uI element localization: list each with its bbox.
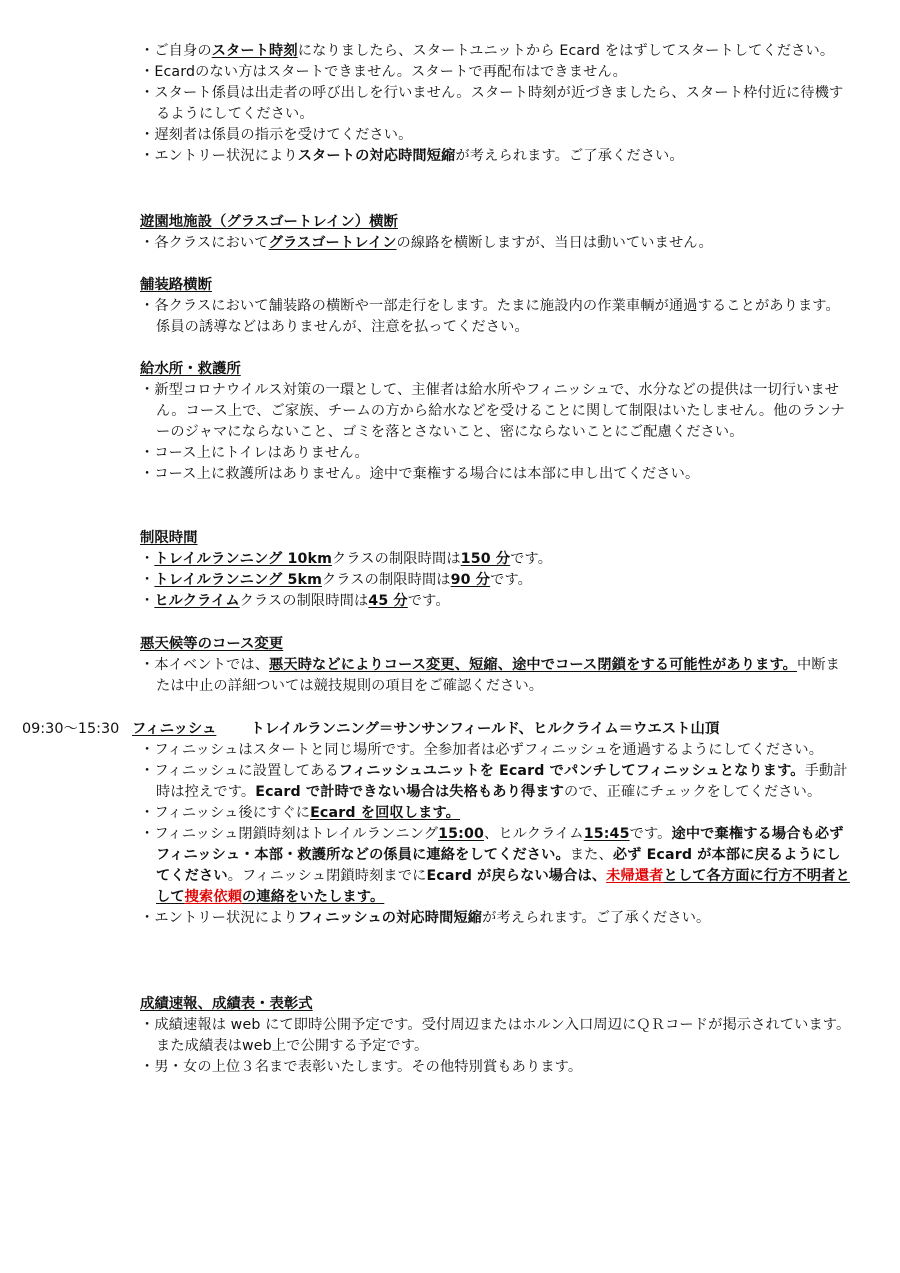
finish-bullet-5 [140,908,852,929]
results-section [140,994,852,1078]
start-shortening-emphasis: スタートの対応時間短縮 [297,148,456,164]
text: 中断または中止の詳細ついては競技規則の項目をご確認ください。 [156,657,840,694]
text: です。 [629,826,672,842]
text: ・フィニッシュ後にすぐに [140,805,311,821]
finish-section [140,740,852,929]
section-heading: 制限時間 [140,530,198,546]
close-time-trail: 15:00 [438,826,485,842]
water-bullet-3: ・コース上に救護所はありません。途中で棄権する場合には本部に申し出てください。 [140,466,700,482]
section-heading: 成績速報、成績表・表彰式 [140,996,313,1012]
text: です。 [510,551,553,567]
section-heading: 舗装路横断 [140,277,212,293]
weather-bullet-1 [140,655,852,697]
water-bullet-1: ・新型コロナウイルス対策の一環として、主催者は給水所やフィニッシュで、水分などの提供は一切行いません。コース上で、ご家族、チームの方から給水などを受けることに関して制限はいたしません。他のランナーのジャマにならないこと、ゴミを落とさないこと、密にならないことにご配慮ください。 [140,382,845,440]
text: ので、正確にチェックをしてください。 [563,784,822,800]
text: の線路を横断しますが、当日は動いていません。 [396,235,713,251]
text: ・エントリー状況により [140,148,298,164]
text: ・各クラスにおいて [140,235,269,251]
close-time-hill: 15:45 [583,826,630,842]
finish-title: フィニッシュ [132,721,217,737]
water-section [140,359,852,485]
start-bullet-2: ・Ecardのない方はスタートできません。スタートで再配布はできません。 [140,64,627,80]
train-emphasis: グラスゴートレイン [268,235,397,251]
text: が考えられます。ご了承ください。 [455,148,684,164]
finish-place: トレイルランニング＝サンサンフィールド、ヒルクライム＝ウエスト山頂 [250,721,720,737]
finish-bullet-3 [140,803,852,824]
water-bullet-2: ・コース上にトイレはありません。 [140,445,369,461]
disqualification-emphasis: Ecard で計時できない場合は失格もあり得ます [255,784,564,800]
class-name: トレイルランニング 10km [154,551,333,567]
text: ・フィニッシュに設置してある [140,763,339,779]
ecard-return-emphasis: 必ず Ecard が本部に戻るようにしてください [156,847,841,884]
limit-row-2 [140,570,852,591]
text: ・ご自身の [140,43,212,59]
text: クラスの制限時間は [322,572,451,588]
time-limit-value: 90 分 [450,572,491,588]
contact-emphasis: の連絡をいたします。 [242,889,385,905]
text: ・フィニッシュ閉鎖時刻はトレイルランニング [140,826,439,842]
text: 。フィニッシュ閉鎖時刻までに [227,868,427,884]
start-bullet-4: ・遅刻者は係員の指示を受けてください。 [140,127,413,143]
finish-time: 09:30～15:30 [22,721,120,737]
crossing-section [140,212,852,254]
text: 手動計時は控えです。 [156,763,848,800]
section-heading: 給水所・救護所 [140,361,241,377]
paved-section [140,275,852,338]
time-limit-value: 150 分 [460,551,511,567]
paved-bullet-1: ・各クラスにおいて舗装路の横断や一部走行をします。たまに施設内の作業車輌が通過することがあります。係員の誘導などはありませんが、注意を払ってください。 [140,298,840,335]
limit-row-3 [140,591,852,612]
limit-row-1 [140,549,852,570]
finish-shortening-emphasis: フィニッシュの対応時間短縮 [297,910,483,926]
finish-bullet-2 [140,761,852,803]
time-limit-value: 45 分 [368,593,408,609]
finish-bullet-1: ・フィニッシュはスタートと同じ場所です。全参加者は必ずフィニッシュを通過するようにしてください。 [140,742,824,758]
start-bullet-5 [140,146,852,167]
text: ・本イベントでは、 [140,657,270,673]
finish-heading [132,719,719,740]
text: が考えられます。ご了承ください。 [482,910,711,926]
text: です。 [407,593,450,609]
unreturned-emphasis: 未帰還者 [606,868,664,884]
text: 、ヒルクライム [484,826,584,842]
text: になりましたら、スタートユニットから Ecard をはずしてスタートしてください。 [297,43,835,59]
bullet-dot: ・ [140,551,155,567]
section-heading: 悪天候等のコース変更 [140,636,284,652]
weather-section [140,634,852,697]
finish-bullet-4 [140,824,852,908]
start-section [140,41,852,167]
text: クラスの制限時間は [332,551,461,567]
start-bullet-3: ・スタート係員は出走者の呼び出しを行いません。スタート時刻が近づきましたら、スタート枠付近に待機するようにしてください。 [140,85,844,122]
text: です。 [490,572,533,588]
course-change-emphasis: 悪天時などによりコース変更、短縮、途中でコース閉鎖をする可能性があります。 [269,657,797,673]
bullet-dot: ・ [140,572,155,588]
retire-emphasis: 途中で棄権する場合も必ずフィニッシュ・本部・救護所などの係員に連絡をしてください。 [156,826,844,863]
class-name: トレイルランニング 5km [154,572,323,588]
ecard-missing-emphasis: Ecard が戻らない場合は、 [426,868,607,884]
limit-section [140,528,852,612]
finish-unit-emphasis: フィニッシュユニットを Ecard でパンチしてフィニッシュとなります。 [338,763,805,779]
start-time-emphasis: スタート時刻 [211,43,298,59]
bullet-dot: ・ [140,593,155,609]
crossing-bullet-1 [140,233,852,254]
ecard-collect-emphasis: Ecard を回収します。 [310,805,460,821]
text: クラスの制限時間は [239,593,369,609]
section-heading: 遊園地施設（グラスゴートレイン）横断 [140,214,398,230]
text: また、 [569,847,613,863]
class-name: ヒルクライム [154,593,240,609]
start-bullet-1 [140,41,852,62]
results-bullet-2: ・男・女の上位３名まで表彰いたします。その他特別賞もあります。 [140,1059,583,1075]
search-request-emphasis: 捜索依頼 [184,889,243,905]
text: ・エントリー状況により [140,910,298,926]
results-bullet-1: ・成績速報は web にて即時公開予定です。受付周辺またはホルン入口周辺にＱＲコードが掲示されています。また成績表はweb上で公開する予定です。 [140,1017,851,1054]
missing-person-emphasis: として各方面に行方不明者として [156,868,850,905]
